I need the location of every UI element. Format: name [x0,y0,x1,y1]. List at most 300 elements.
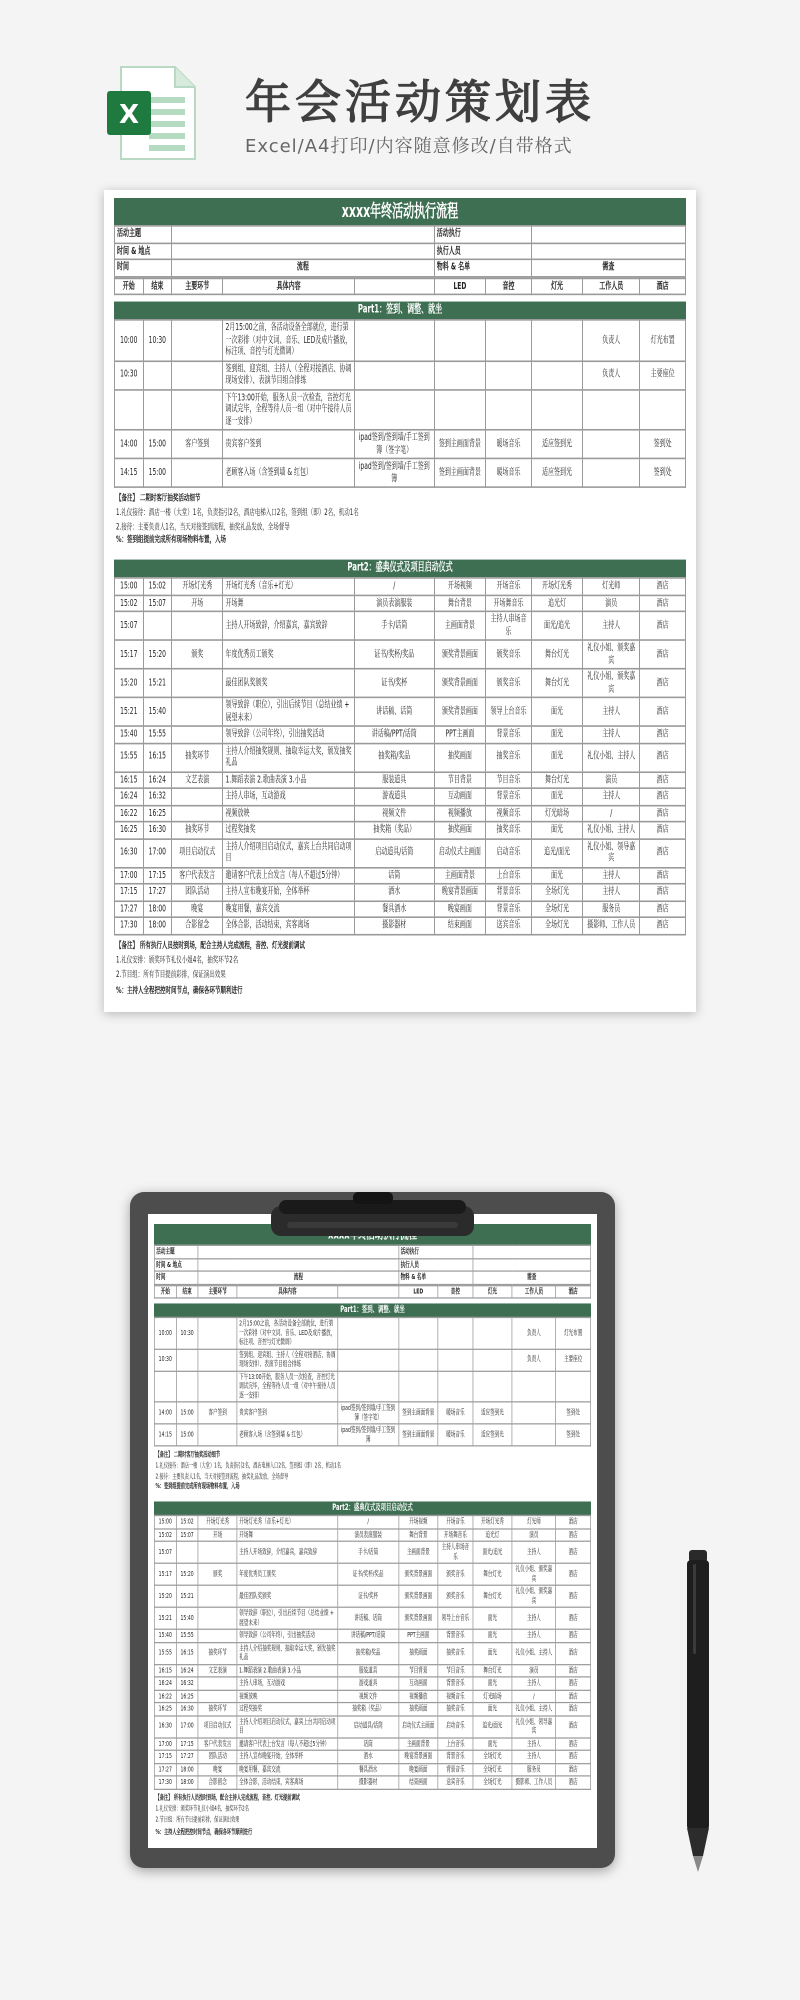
table-row [154,1776,590,1789]
table-cell: 晚宴背景画面 [434,884,485,901]
table-cell: 过程奖抽奖 [237,1703,337,1716]
table-cell: 晚宴画面 [399,1763,438,1776]
table-cell: 背景音乐 [486,788,532,805]
spreadsheet [154,1224,591,1843]
table-cell: 酒店 [556,1664,591,1677]
table-cell: 开场灯光秀 [198,1516,237,1529]
table-cell: 追光/面光 [473,1716,512,1738]
table-cell [438,1371,473,1402]
table-cell: 16:22 [154,1690,176,1703]
table-cell: 启动仪式主画面 [434,839,485,868]
table-cell: 启动仪式主画面 [399,1716,438,1738]
table-cell: 晚宴 [172,901,223,918]
table-cell [354,389,434,430]
note-line: 1.礼仪安排：颁奖环节礼仪小姐4名，抽奖环节2名 [116,956,239,966]
table-cell [338,1349,399,1371]
table-cell: 晚宴背景画面 [399,1750,438,1763]
table-cell: ipad签到/签到墙/手工签到簿（签字笔） [338,1402,399,1424]
table-cell: 2月15:00之前，各活动设备全部就位，进行第一次彩排（对中文词、音乐、LED及成片播放，标注项、音控与灯光微调） [237,1318,337,1349]
notes [154,1790,591,1843]
note-line: 2.接待：主要负责人1名，当天对接签到流程，抽奖礼品发放，全场督导 [155,1472,289,1481]
table-cell: 主持人 [583,788,640,805]
table-cell: 灯光布置 [640,320,686,361]
table-cell: 18:00 [143,917,172,934]
table-cell: 酒店 [556,1677,591,1690]
table-cell: 开场舞 [237,1529,337,1542]
column-header: 酒店 [556,1285,591,1298]
table-cell [198,1349,237,1371]
table-cell: 17:30 [154,1776,176,1789]
table-cell: 老顾客入场（含签到墙 & 红包） [223,458,354,487]
table-cell [438,1318,473,1349]
table-cell: 15:55 [115,743,144,772]
table-row [115,884,686,901]
table-cell: 15:02 [154,1529,176,1542]
table-cell [198,1371,237,1402]
note-line: 1.礼仪接待：酒店一楼（大堂）1名，负责指引2名，酒店电梯入口2名，签到组（即）2名，机动1名 [116,508,359,518]
table-row [154,1318,590,1349]
table-cell: 主持人宣布晚宴开始，全体举杯 [223,884,354,901]
table-cell [172,698,223,727]
table-cell: 摄影师、工作人员 [512,1776,556,1789]
table-cell: 邀请客户代表上台发言（每人不超过5分钟） [223,867,354,884]
table-cell: 16:24 [154,1677,176,1690]
note-line: 2.节目组：所有节目提前彩排，保证演出效果 [155,1817,240,1825]
info-label: 活动主题 [154,1245,198,1258]
table-cell: 舞台背景 [399,1529,438,1542]
table-cell: 签到处 [556,1402,591,1424]
note-line: 2.接待：主要负责人1名，当天对接签到流程，抽奖礼品发放，全场督导 [116,522,290,532]
table-cell: 讲话稿/PPT/话筒 [338,1629,399,1642]
table-cell: 礼仪小姐、领导嘉宾 [583,839,640,868]
table-cell [473,1318,512,1349]
note-line: %：主持人全程把控时间节点，确保各环节顺利进行 [116,986,243,996]
table-cell: 签到主画面背景 [434,458,485,487]
table-cell: 颁奖音乐 [438,1585,473,1607]
table-cell: 酒店 [556,1703,591,1716]
table-cell: 面光 [473,1642,512,1664]
table-cell: 15:21 [115,698,144,727]
section-header: Part2：盛典仪式及项目启动仪式 [114,560,686,578]
page-header [0,0,800,180]
table-cell: 酒店 [640,698,686,727]
table-cell: 抽奖环节 [172,743,223,772]
table-cell: 客户代表发言 [172,867,223,884]
table-cell: 酒店 [556,1529,591,1542]
section-header: Part2：盛典仪式及项目启动仪式 [154,1502,591,1515]
part2-table [154,1515,591,1789]
table-cell: 启动音乐 [486,839,532,868]
table-cell [486,389,532,430]
table-cell: 互动画面 [434,788,485,805]
table-row [115,743,686,772]
table-cell: 手卡/话筒 [338,1541,399,1563]
table-cell: 开场灯光秀 [531,578,582,595]
table-cell: 颁奖音乐 [486,640,532,669]
table-cell: 15:02 [115,595,144,612]
table-cell: 16:15 [143,743,172,772]
table-cell: 面光 [473,1703,512,1716]
table-cell: 摄影器材 [338,1776,399,1789]
sheet-title: xxxx年终活动执行流程 [114,198,686,225]
table-cell: 抽奖箱/奖品 [338,1642,399,1664]
table-row [154,1703,590,1716]
column-header: 具体内容 [237,1285,337,1298]
table-cell: 舞台灯光 [473,1664,512,1677]
table-cell: 文艺表演 [172,772,223,789]
table-cell: 餐具酒水 [338,1763,399,1776]
table-cell [434,389,485,430]
table-row [115,788,686,805]
table-cell: 开场视频 [399,1516,438,1529]
table-cell: 面光 [531,788,582,805]
note-line: %：签到组提前完成所有现场物料布置，入场 [116,536,227,546]
table-row [115,669,686,698]
table-cell: 1.舞蹈表演 2.歌曲表演 3.小品 [223,772,354,789]
table-cell [640,389,686,430]
note-line: 2.节目组：所有节目提前彩排，保证演出效果 [116,971,226,981]
table-cell: 酒店 [640,772,686,789]
table-cell: 主持人开场致辞，介绍嘉宾，嘉宾致辞 [237,1541,337,1563]
table-cell: 16:30 [176,1703,198,1716]
table-cell: 15:20 [115,669,144,698]
section-header: Part1：签到、调整、就坐 [154,1303,591,1316]
sheet-preview-flat [104,190,696,1012]
table-cell [198,1629,237,1642]
table-cell [531,360,582,389]
table-cell: 15:07 [154,1541,176,1563]
table-cell: 16:15 [176,1642,198,1664]
table-cell: 领导致辞（公司年终），引出抽奖活动 [237,1629,337,1642]
table-cell [172,320,223,361]
table-cell: 颁奖 [198,1563,237,1585]
table-cell: 酒店 [640,743,686,772]
table-cell: 摄影器材 [354,917,434,934]
table-cell: 16:25 [154,1703,176,1716]
table-cell: 团队活动 [172,884,223,901]
table-cell: 负责人 [583,320,640,361]
table-cell: 舞台背景 [434,595,485,612]
table-cell: 颁奖音乐 [486,669,532,698]
table-row [154,1371,590,1402]
column-header: LED [399,1285,438,1298]
table-cell: 晚宴 [198,1763,237,1776]
table-cell [473,1349,512,1371]
table-cell: 灯光师 [583,578,640,595]
column-header: LED [434,278,485,295]
table-cell: 礼仪小姐、主持人 [512,1642,556,1664]
table-cell: 礼仪小姐、主持人 [583,743,640,772]
table-cell: 酒店 [640,822,686,839]
table-cell: 16:30 [154,1716,176,1738]
table-cell: 面光 [531,698,582,727]
table-cell: 背景音乐 [486,884,532,901]
table-cell: 17:15 [176,1738,198,1751]
table-cell: 15:20 [143,640,172,669]
table-cell: 舞台灯光 [531,772,582,789]
info-label: 物料 & 名单 [434,259,531,276]
table-cell: 抽奖画面 [434,822,485,839]
table-cell: 17:15 [154,1750,176,1763]
table-cell: 10:00 [115,320,144,361]
table-cell: 合影留念 [198,1776,237,1789]
table-cell: 酒店 [556,1607,591,1629]
table-row [154,1516,590,1529]
table-cell: 视频文件 [354,805,434,822]
table-cell: 服务员 [583,901,640,918]
table-cell: 15:00 [154,1516,176,1529]
table-cell: 颁奖背景画面 [434,698,485,727]
table-cell: 启动道具/话筒 [338,1716,399,1738]
table-cell: 话筒 [338,1738,399,1751]
table-cell: 视频音乐 [486,805,532,822]
table-cell: 16:32 [176,1677,198,1690]
table-cell: 16:32 [143,788,172,805]
table-cell: 17:00 [154,1738,176,1751]
table-cell: 全场灯光 [473,1750,512,1763]
table-cell: 18:00 [143,901,172,918]
column-header [354,278,434,295]
table-cell [172,360,223,389]
table-cell: 17:27 [115,901,144,918]
table-cell: 面光 [531,726,582,743]
table-cell: 视频放映 [223,805,354,822]
table-row [154,1738,590,1751]
table-cell: 酒水 [338,1750,399,1763]
table-cell: 10:30 [143,320,172,361]
table-cell: 抽奖画面 [399,1703,438,1716]
table-cell: 最佳团队奖颁奖 [223,669,354,698]
table-cell: 开场灯光秀（音乐+灯光） [223,578,354,595]
table-cell: 晚宴用餐，嘉宾交流 [223,901,354,918]
table-row [115,640,686,669]
table-cell: 15:07 [115,612,144,641]
table-cell: 视频播放 [434,805,485,822]
svg-text:X: X [118,100,140,130]
table-cell: 15:02 [176,1516,198,1529]
table-cell: 抽奖箱（奖品） [338,1703,399,1716]
table-cell: 主持人串场，互动游戏 [237,1677,337,1690]
table-cell: 礼仪小姐、领导嘉宾 [512,1716,556,1738]
table-cell: / [338,1516,399,1529]
info-label: 时间 [115,259,172,276]
table-cell: 酒店 [556,1750,591,1763]
table-cell [473,1371,512,1402]
table-cell [198,1585,237,1607]
table-cell: 签到处 [556,1424,591,1446]
table-cell: 主持人 [512,1541,556,1563]
table-cell: 主持人介绍项目启动仪式，嘉宾上台共同启动项目 [237,1716,337,1738]
table-cell: 领导上台音乐 [486,698,532,727]
table-cell: 抽奖环节 [198,1642,237,1664]
table-cell: 酒店 [556,1776,591,1789]
table-row [115,458,686,487]
table-cell [172,669,223,698]
info-label: 需查 [473,1271,591,1284]
table-cell [338,1318,399,1349]
table-cell: 颁奖背景画面 [434,640,485,669]
info-label: 需查 [531,259,685,276]
table-cell: 抽奖箱/奖品 [354,743,434,772]
table-cell [354,320,434,361]
table-cell: 开场灯光秀（音乐+灯光） [237,1516,337,1529]
table-cell: 礼仪小姐、颁奖嘉宾 [583,640,640,669]
table-cell: 面光 [531,867,582,884]
table-cell [143,360,172,389]
table-cell: 证书/奖杯 [354,669,434,698]
table-cell [143,612,172,641]
table-cell [434,360,485,389]
table-cell: 15:40 [115,726,144,743]
info-table [114,225,686,277]
table-cell: 暖场音乐 [486,458,532,487]
table-cell [583,430,640,459]
clipboard-paper [148,1214,597,1848]
table-cell: 上台音乐 [438,1738,473,1751]
table-cell [531,320,582,361]
table-cell: 酒店 [556,1690,591,1703]
table-cell: 全场灯光 [531,901,582,918]
table-cell: 1.舞蹈表演 2.歌曲表演 3.小品 [237,1664,337,1677]
table-cell: ipad签到/签到墙/手工签到簿 [338,1424,399,1446]
table-cell: 全场灯光 [531,884,582,901]
table-cell: 17:27 [176,1750,198,1763]
table-cell: 证书/奖杯/奖品 [338,1563,399,1585]
table-cell: 互动画面 [399,1677,438,1690]
table-cell: 全场灯光 [473,1776,512,1789]
table-cell [172,805,223,822]
table-cell: 主持人 [512,1677,556,1690]
table-row [154,1629,590,1642]
table-cell [198,1318,237,1349]
table-cell: 17:27 [143,884,172,901]
table-cell: 颁奖背景画面 [434,669,485,698]
table-cell: 17:30 [115,917,144,934]
table-cell: 酒店 [556,1716,591,1738]
table-cell: 14:15 [115,458,144,487]
pen-icon [683,1550,713,1872]
table-cell: 上台音乐 [486,867,532,884]
table-row [154,1585,590,1607]
table-cell: 礼仪小姐、颁奖嘉宾 [583,669,640,698]
table-cell: 酒店 [640,788,686,805]
table-row [115,320,686,361]
table-cell: 15:40 [154,1629,176,1642]
table-cell: 16:24 [176,1664,198,1677]
section-header: Part1：签到、调整、就坐 [114,302,686,320]
table-cell: 主持人串场音乐 [486,612,532,641]
table-cell: 17:15 [115,884,144,901]
column-header: 工作人员 [583,278,640,295]
table-cell: 18:00 [176,1763,198,1776]
note-line: %：签到组提前完成所有现场物料布置，入场 [155,1483,240,1491]
column-header: 具体内容 [223,278,354,295]
table-cell: 酒店 [556,1629,591,1642]
table-cell: 酒店 [556,1763,591,1776]
table-cell [198,1690,237,1703]
column-header: 工作人员 [512,1285,556,1298]
table-row [115,430,686,459]
table-cell: 游戏道具 [354,788,434,805]
table-cell: 领导致辞（职位），引出后续节目（总结业绩 + 展望未来） [223,698,354,727]
table-row [154,1763,590,1776]
table-cell: 开场灯光秀 [172,578,223,595]
table-cell: 16:30 [143,822,172,839]
table-cell [198,1607,237,1629]
table-cell: 15:00 [115,578,144,595]
table-cell: 14:15 [154,1424,176,1446]
table-cell: 16:22 [115,805,144,822]
clipboard-clamp-icon [265,1192,480,1244]
page-subtitle: Excel/A4打印/内容随意修改/自带格式 [245,136,573,157]
table-cell: 背景音乐 [438,1763,473,1776]
table-cell [198,1424,237,1446]
table-cell: 视频放映 [237,1690,337,1703]
table-cell: 17:00 [176,1716,198,1738]
table-cell: 开场 [172,595,223,612]
table-row [154,1690,590,1703]
table-row [115,901,686,918]
table-cell: 面光 [531,822,582,839]
table-cell: 抽奖音乐 [486,822,532,839]
table-cell [143,389,172,430]
table-cell: 18:00 [176,1776,198,1789]
info-label: 执行人员 [399,1258,473,1271]
table-cell [512,1371,556,1402]
table-cell: 餐具酒水 [354,901,434,918]
spreadsheet [114,198,686,1004]
note-line: 1.礼仪安排：颁奖环节礼仪小姐4名，抽奖环节2名 [155,1805,249,1814]
table-cell: 节目音乐 [486,772,532,789]
table-cell: 舞台灯光 [531,640,582,669]
table-cell: 主持人 [512,1750,556,1763]
table-cell: 服务员 [512,1763,556,1776]
table-cell: 灯光暗场 [473,1690,512,1703]
table-cell: 开场舞 [223,595,354,612]
table-cell: 面光/追光 [531,612,582,641]
notes [114,488,686,554]
table-cell: 证书/奖杯 [338,1585,399,1607]
note-line: 【备注】 所有执行人员按时到场，配合主持人完成流程，音控、灯光提前调试 [155,1794,300,1802]
table-cell: 16:15 [154,1664,176,1677]
table-cell: 结束画面 [399,1776,438,1789]
table-cell: 签到组、迎宾组、主持人（全程对接酒店、协调现场安排）、表演节目组合排练 [237,1349,337,1371]
table-cell: 开场舞音乐 [438,1529,473,1542]
table-cell: 礼仪小姐、颁奖嘉宾 [512,1585,556,1607]
table-cell: 17:00 [115,867,144,884]
notes [114,935,686,1004]
table-cell: 游戏道具 [338,1677,399,1690]
table-cell: 颁奖背景画面 [399,1585,438,1607]
table-cell: 背景音乐 [438,1629,473,1642]
table-cell: 15:02 [143,578,172,595]
note-line: 【备注】 二期时客厅抽奖活动细节 [155,1451,221,1459]
table-cell: 主持人介绍项目启动仪式，嘉宾上台共同启动项目 [223,839,354,868]
table-cell [486,320,532,361]
table-row [154,1664,590,1677]
table-cell [115,389,144,430]
table-cell [583,458,640,487]
column-header: 音控 [438,1285,473,1298]
table-cell: 背景音乐 [486,901,532,918]
table-cell: 酒店 [556,1541,591,1563]
table-cell: 17:27 [154,1763,176,1776]
table-cell: 开场灯光秀 [473,1516,512,1529]
table-cell: 酒店 [640,726,686,743]
table-cell: 15:55 [176,1629,198,1642]
table-cell: 邀请客户代表上台发言（每人不超过5分钟） [237,1738,337,1751]
info-label: 时间 [154,1271,198,1284]
